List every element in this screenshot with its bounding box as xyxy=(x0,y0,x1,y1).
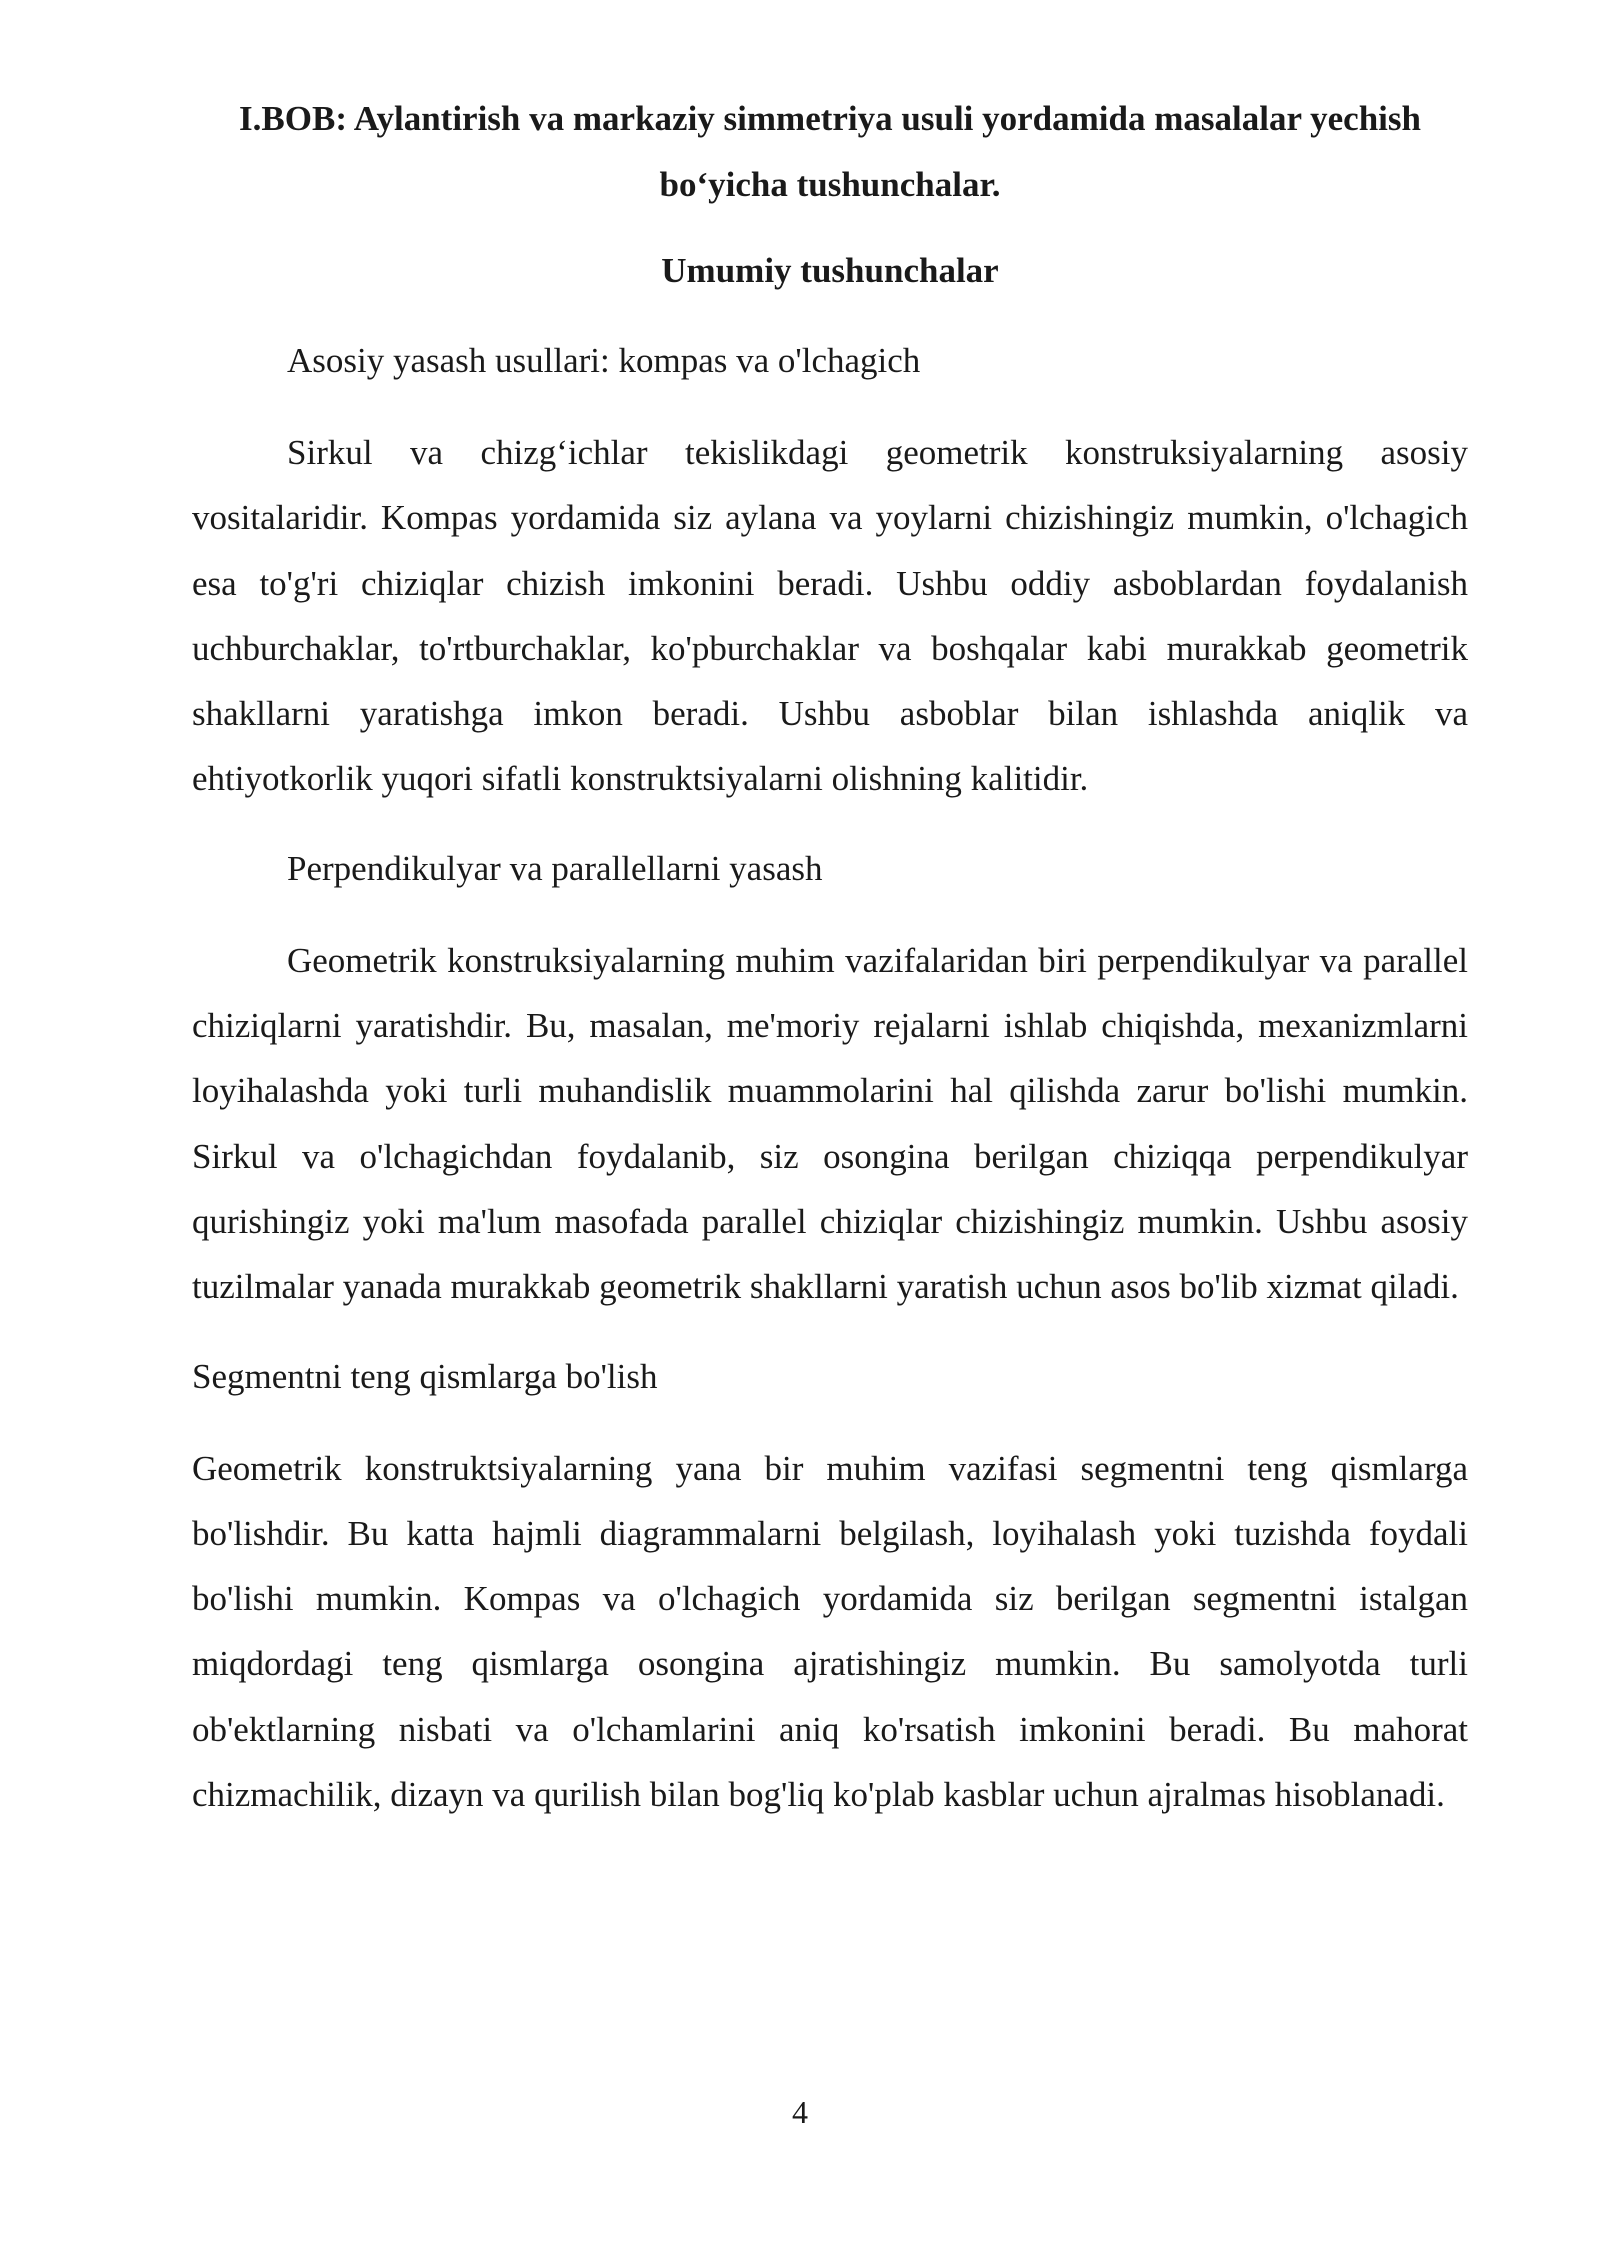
section-title-segment-division: Segmentni teng qismlarga bo'lish xyxy=(192,1356,658,1396)
paragraph-perpendicular-parallel: Geometrik konstruksiyalarning muhim vazifalaridan biri perpendikulyar va parallel chiziqlarni yaratishdir. Bu, masalan, me'moriy rejalarni ishlab chiqishda, mexanizmlarni loyihalashda yoki turli muhandislik muammolarini hal qilishda zarur bo'lishi mumkin. Sirkul va o'lchagichdan foydalanib, siz osongina berilgan chiziqqa perpendikulyar qurishingiz yoki ma'lum masofada parallel chiziqlar chizishingiz mumkin. Ushbu asosiy tuzilmalar yanada murakkab geometrik shakllarni yaratish uchun asos bo'lib xizmat qiladi. xyxy=(192,940,1468,1307)
paragraph-compass-ruler: Sirkul va chizg‘ichlar tekislikdagi geometrik konstruksiyalarning asosiy vositalaridir. Kompas yordamida siz aylana va yoylarni chizishingiz mumkin, o'lchagich esa to'g'ri chiziqlar chizish imkonini beradi. Ushbu oddiy asboblardan foydalanish uchburchaklar, to'rtburchaklar, ko'pburchaklar va boshqalar kabi murakkab geometrik shakllarni yaratishga imkon beradi. Ushbu asboblar bilan ishlashda aniqlik va ehtiyotkorlik yuqori sifatli konstruktsiyalarni olishning kalitidir. xyxy=(192,433,1468,799)
document-page xyxy=(192,86,1468,1827)
section-title-perpendicular-parallel: Perpendikulyar va parallellarni yasash xyxy=(287,848,823,888)
paragraph-segment-division: Geometrik konstruktsiyalarning yana bir muhim vazifasi segmentni teng qismlarga bo'lishdir. Bu katta hajmli diagrammalarni belgilash, loyihalash yoki tuzishda foydali bo'lishi mumkin. Kompas va o'lchagich yordamida siz berilgan segmentni istalgan miqdordagi teng qismlarga osongina ajratishingiz mumkin. Bu samolyotda turli ob'ektlarning nisbati va o'lchamlarini aniq ko'rsatish imkonini beradi. Bu mahorat chizmachilik, dizayn va qurilish bilan bog'liq ko'plab kasblar uchun ajralmas hisoblanadi. xyxy=(192,1448,1468,1815)
chapter-heading xyxy=(192,86,1468,218)
page-number: 4 xyxy=(792,2094,808,2130)
section-title-compass-ruler: Asosiy yasash usullari: kompas va o'lchagich xyxy=(287,341,921,380)
chapter-heading-line-2: bo‘yicha tushunchalar. xyxy=(659,165,1001,204)
section-subheading: Umumiy tushunchalar xyxy=(661,251,999,290)
chapter-heading-line-1: I.BOB: Aylantirish va markaziy simmetriya usuli yordamida masalalar yechish xyxy=(239,99,1421,138)
